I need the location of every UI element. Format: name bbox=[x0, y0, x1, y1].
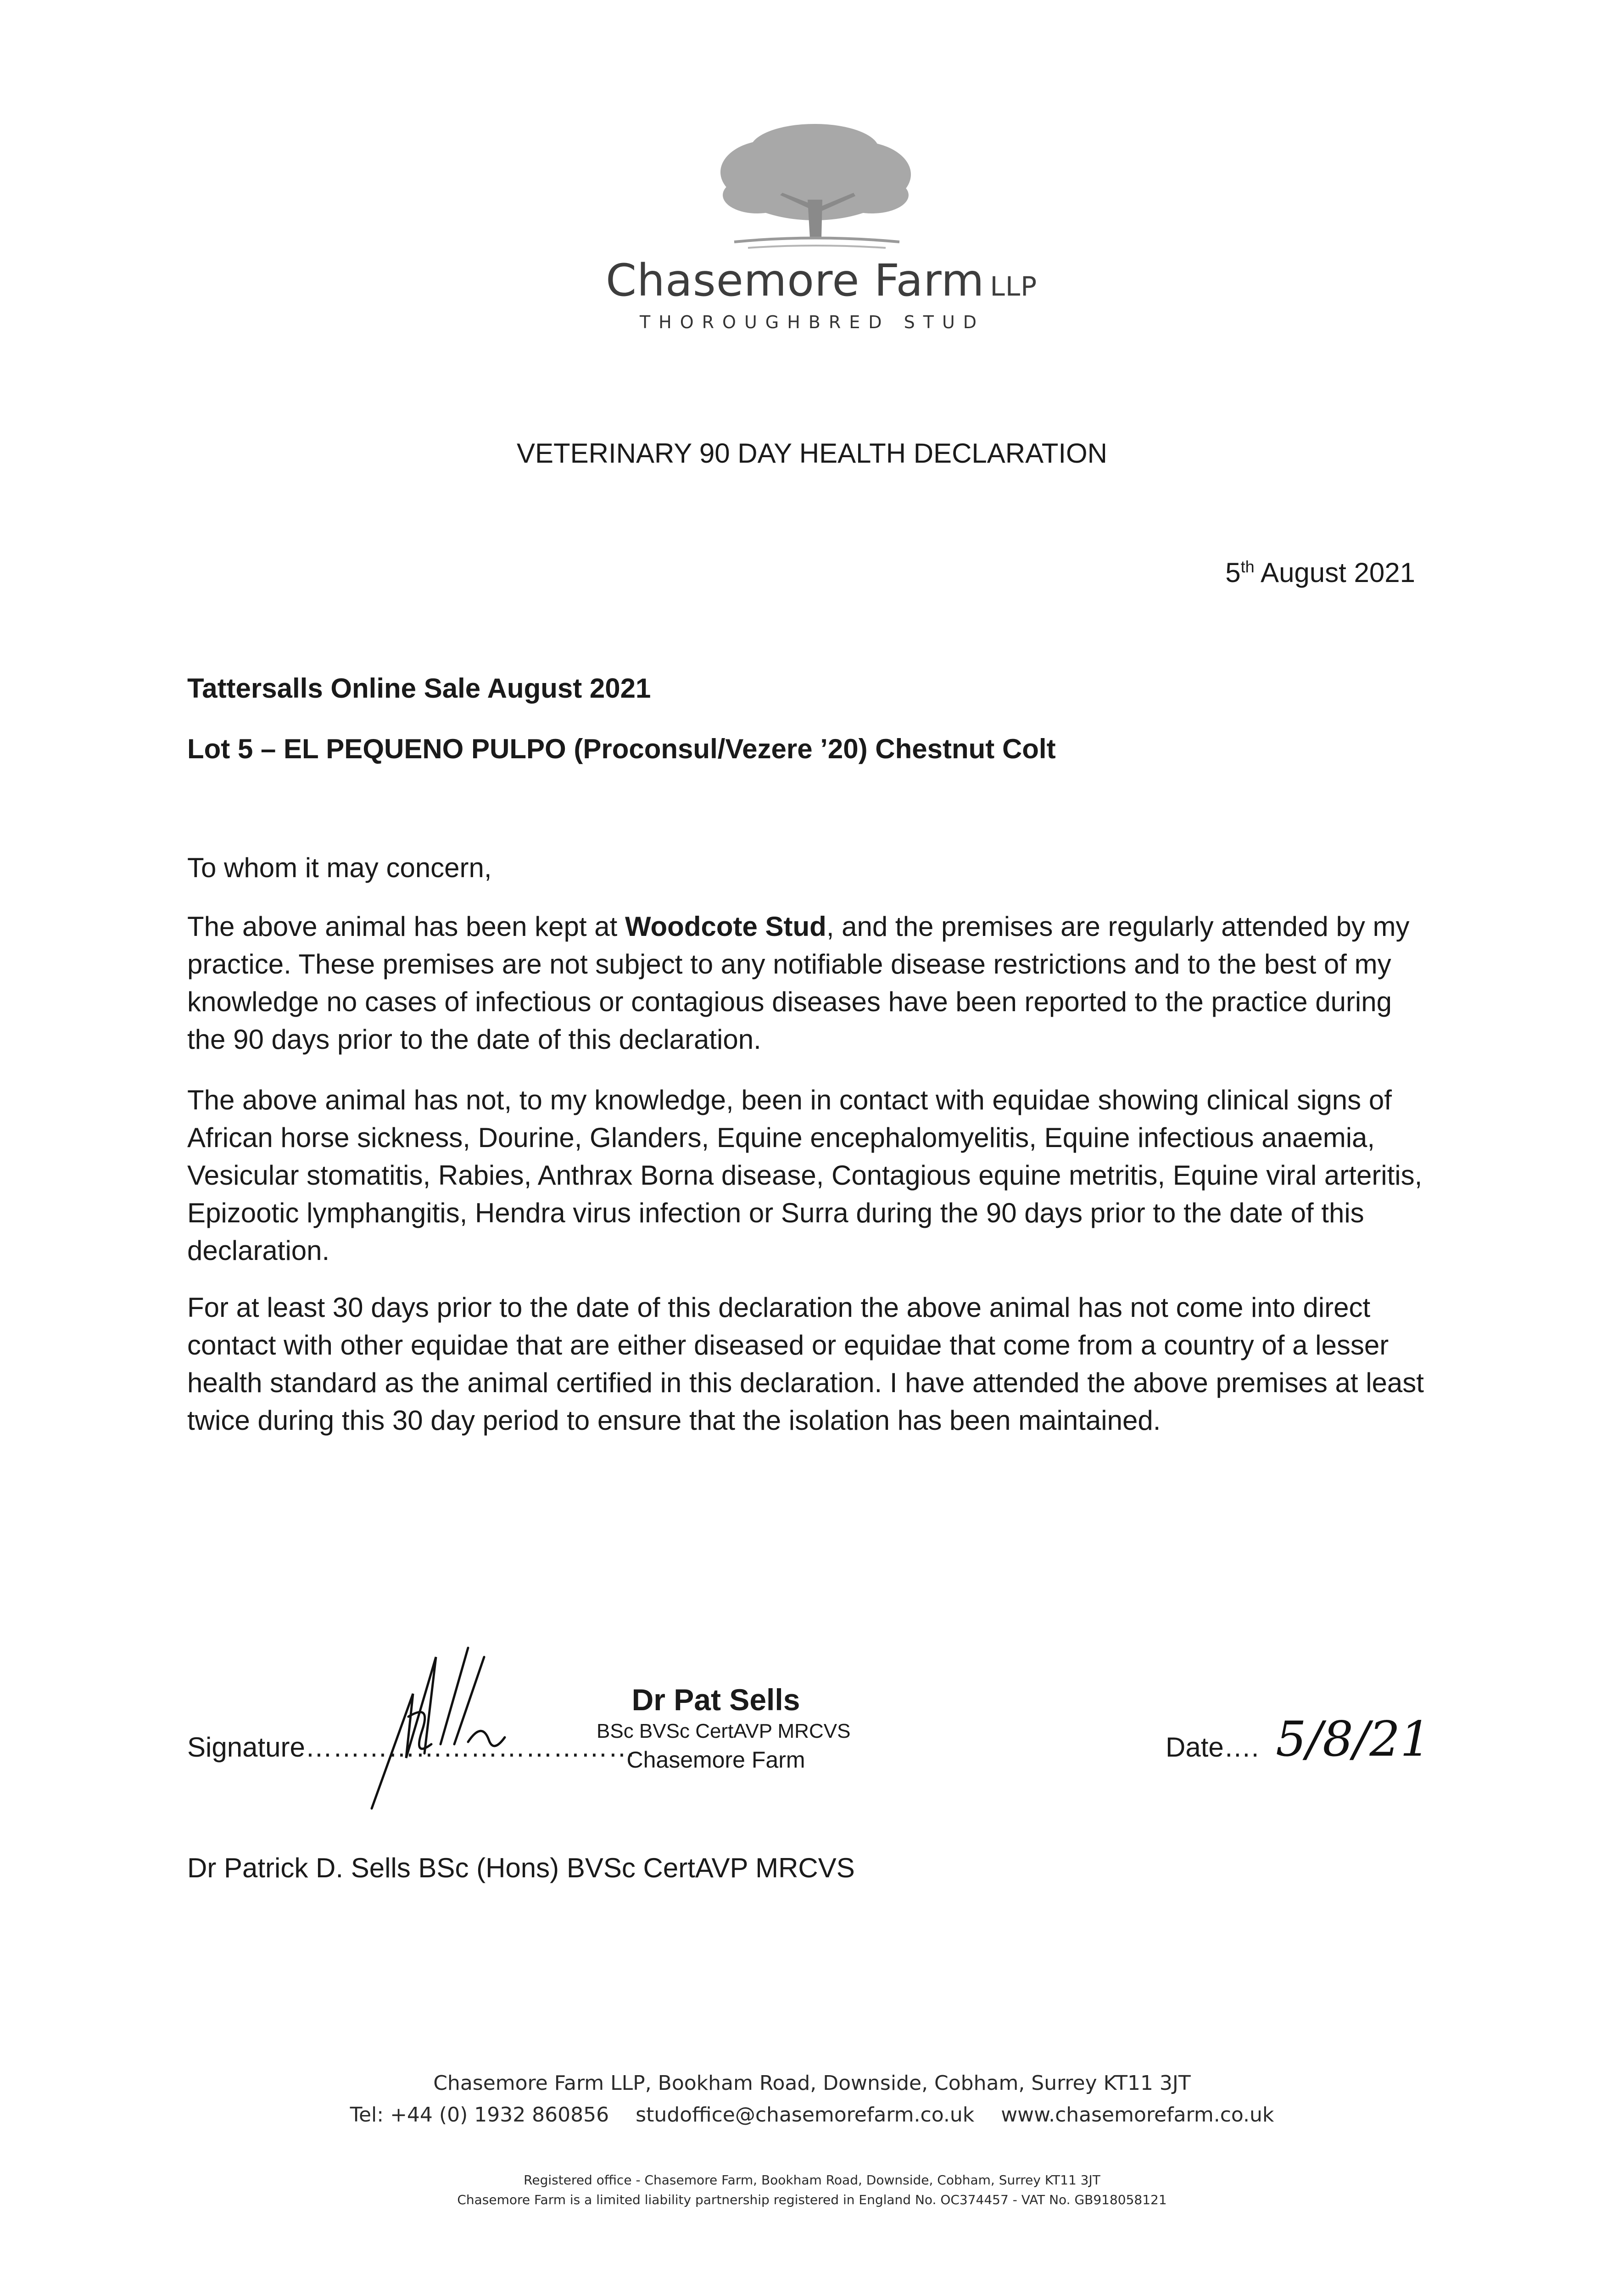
oak-tree-logo bbox=[716, 122, 913, 269]
handwritten-date-text: 5/8/21 bbox=[1276, 1711, 1431, 1767]
date-rest: August 2021 bbox=[1261, 557, 1415, 588]
brand-suffix: LLP bbox=[990, 271, 1038, 302]
date-suffix: th bbox=[1240, 557, 1255, 576]
handwritten-date bbox=[1276, 1703, 1431, 1804]
lot-line: Lot 5 – EL PEQUENO PULPO (Proconsul/Vezere ’20) Chestnut Colt bbox=[187, 733, 1056, 764]
paragraph-isolation: For at least 30 days prior to the date of this declaration the above animal has not come into direct contact with other equidae that are either diseased or equidae that come from a country of a lesser health standard as the animal certified in this declaration. I have attended the above premises at least twice during this 30 day period to ensure that the isolation has been maintained. bbox=[187, 1292, 1424, 1436]
para1-text-end: , and the premises are regularly attended by my practice. These premises are not subject to any notifiable disease restrictions and to the best of my knowledge no cases of infectious or contagious diseases have been reported to the practice during the 90 days prior to the date of this declaration. bbox=[187, 911, 1410, 1055]
paragraph-diseases: The above animal has not, to my knowledge, been in contact with equidae showing clinical signs of African horse sickness, Dourine, Glanders, Equine encephalomyelitis, Equine infectious anaemia, Vesicular stomatitis, Rabies, Anthrax Borna disease, Contagious equine metritis, Equine viral arteritis, Epizootic lymphangitis, Hendra virus infection or Surra during the 90 days prior to the date of this declaration. bbox=[187, 1085, 1423, 1266]
footer-email[interactable]: studoffice@chasemorefarm.co.uk bbox=[636, 2103, 975, 2127]
premises-name: Woodcote Stud bbox=[625, 911, 826, 942]
footer-contact bbox=[0, 2103, 1624, 2127]
printed-name: Dr Patrick D. Sells BSc (Hons) BVSc CertAVP MRCVS bbox=[187, 1853, 855, 1883]
footer-registered-office: Registered office - Chasemore Farm, Bookham Road, Downside, Cobham, Surrey KT11 3JT bbox=[524, 2172, 1100, 2188]
document-date bbox=[1225, 557, 1415, 588]
brand-text: Chasemore Farm bbox=[606, 255, 985, 306]
brand-subtitle: THOROUGHBRED STUD bbox=[639, 312, 985, 332]
salutation: To whom it may concern, bbox=[187, 852, 492, 883]
brand-name bbox=[606, 255, 1038, 306]
sale-title: Tattersalls Online Sale August 2021 bbox=[187, 673, 651, 704]
signature-label: Signature…… bbox=[187, 1732, 360, 1763]
date-day: 5 bbox=[1225, 557, 1241, 588]
stamp-name: Dr Pat Sells bbox=[631, 1683, 800, 1717]
para1-text-start: The above animal has been kept at bbox=[187, 911, 625, 942]
stamp-qualifications: BSc BVSc CertAVP MRCVS bbox=[597, 1720, 851, 1742]
document-title: VETERINARY 90 DAY HEALTH DECLARATION bbox=[516, 438, 1108, 469]
date-field-label: Date…. bbox=[1166, 1732, 1259, 1763]
footer-address: Chasemore Farm LLP, Bookham Road, Downside, Cobham, Surrey KT11 3JT bbox=[433, 2071, 1191, 2095]
paragraph-premises bbox=[187, 908, 1435, 1058]
stamp-organisation: Chasemore Farm bbox=[626, 1747, 805, 1773]
footer-website[interactable]: www.chasemorefarm.co.uk bbox=[1001, 2103, 1274, 2127]
footer-partnership-info: Chasemore Farm is a limited liability partnership registered in England No. OC374457 - VAT No. GB918058121 bbox=[457, 2192, 1167, 2207]
handwritten-signature bbox=[363, 1639, 514, 1813]
footer-tel: Tel: +44 (0) 1932 860856 bbox=[350, 2103, 609, 2127]
vet-stamp bbox=[597, 1682, 851, 1773]
signature-dots: ………………………… bbox=[360, 1732, 636, 1763]
